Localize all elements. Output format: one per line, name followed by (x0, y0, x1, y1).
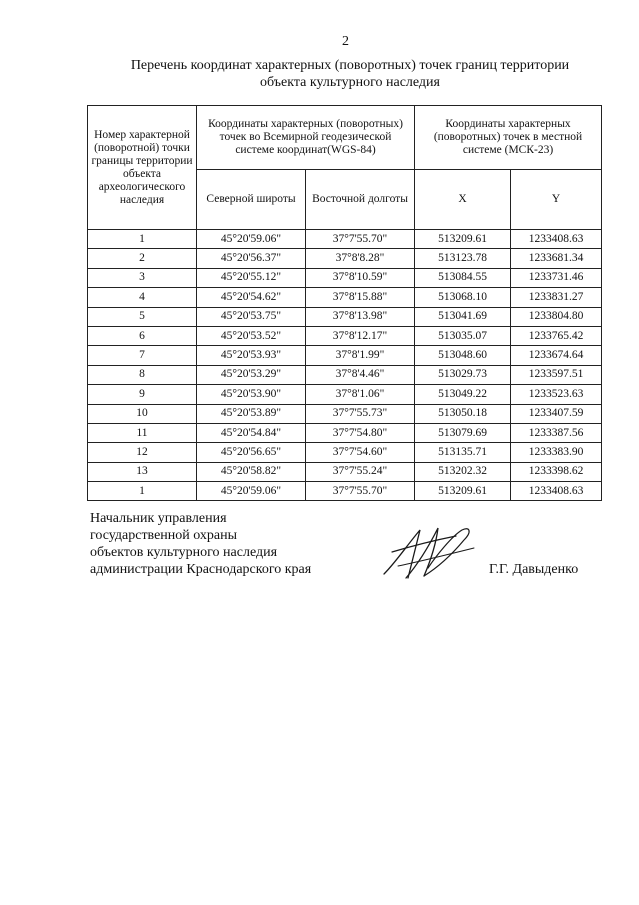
cell-longitude: 37°7'55.70" (306, 230, 415, 249)
signatory-position (90, 510, 311, 578)
cell-longitude: 37°8'12.17" (306, 326, 415, 345)
cell-point: 7 (88, 346, 197, 365)
cell-latitude: 45°20'53.52" (197, 326, 306, 345)
cell-y: 1233674.64 (511, 346, 602, 365)
cell-point: 2 (88, 249, 197, 268)
cell-longitude: 37°8'1.06" (306, 385, 415, 404)
cell-latitude: 45°20'53.90" (197, 385, 306, 404)
cell-y: 1233681.34 (511, 249, 602, 268)
cell-latitude: 45°20'53.93" (197, 346, 306, 365)
cell-latitude: 45°20'59.06" (197, 230, 306, 249)
cell-y: 1233387.56 (511, 423, 602, 442)
table-row (88, 249, 602, 268)
cell-longitude: 37°8'1.99" (306, 346, 415, 365)
cell-latitude: 45°20'59.06" (197, 482, 306, 501)
cell-latitude: 45°20'53.29" (197, 365, 306, 384)
cell-point: 5 (88, 307, 197, 326)
cell-y: 1233408.63 (511, 230, 602, 249)
cell-point: 10 (88, 404, 197, 423)
header-y: Y (511, 170, 602, 230)
header-latitude: Северной широты (197, 170, 306, 230)
cell-longitude: 37°7'54.80" (306, 423, 415, 442)
cell-y: 1233398.62 (511, 462, 602, 481)
table-row (88, 385, 602, 404)
cell-x: 513084.55 (415, 268, 511, 287)
cell-point: 3 (88, 268, 197, 287)
cell-point: 1 (88, 230, 197, 249)
table-row (88, 307, 602, 326)
cell-latitude: 45°20'54.84" (197, 423, 306, 442)
table-row (88, 365, 602, 384)
cell-longitude: 37°7'55.70" (306, 482, 415, 501)
cell-latitude: 45°20'53.89" (197, 404, 306, 423)
cell-longitude: 37°8'8.28" (306, 249, 415, 268)
cell-x: 513209.61 (415, 230, 511, 249)
header-longitude: Восточной долготы (306, 170, 415, 230)
cell-point: 6 (88, 326, 197, 345)
cell-latitude: 45°20'56.65" (197, 443, 306, 462)
page-number: 2 (342, 34, 349, 49)
signatory-name: Г.Г. Давыденко (489, 562, 579, 577)
cell-point: 8 (88, 365, 197, 384)
header-x: X (415, 170, 511, 230)
table-row (88, 404, 602, 423)
cell-latitude: 45°20'56.37" (197, 249, 306, 268)
cell-latitude: 45°20'58.82" (197, 462, 306, 481)
cell-x: 513079.69 (415, 423, 511, 442)
cell-longitude: 37°7'54.60" (306, 443, 415, 462)
cell-x: 513123.78 (415, 249, 511, 268)
table-row (88, 423, 602, 442)
cell-x: 513041.69 (415, 307, 511, 326)
table-row (88, 346, 602, 365)
table-body (88, 230, 602, 501)
cell-y: 1233731.46 (511, 268, 602, 287)
cell-longitude: 37°8'4.46" (306, 365, 415, 384)
table-row (88, 288, 602, 307)
cell-longitude: 37°7'55.73" (306, 404, 415, 423)
header-point-number: Номер характерной (поворотной) точки границы территории объекта археологического наследия (88, 106, 197, 230)
cell-x: 513035.07 (415, 326, 511, 345)
position-line: администрации Краснодарского края (90, 562, 312, 577)
table-row (88, 462, 602, 481)
handwritten-signature (378, 522, 478, 584)
header-wgs84-group: Координаты характерных (поворотных) точек во Всемирной геодезической системе координат(WGS-84) (197, 106, 415, 170)
cell-y: 1233831.27 (511, 288, 602, 307)
cell-y: 1233804.80 (511, 307, 602, 326)
position-line: Начальник управления (90, 511, 227, 526)
cell-point: 4 (88, 288, 197, 307)
document-title-line: объекта культурного наследия (260, 75, 440, 90)
cell-point: 13 (88, 462, 197, 481)
table-row (88, 326, 602, 345)
cell-latitude: 45°20'54.62" (197, 288, 306, 307)
cell-x: 513209.61 (415, 482, 511, 501)
document-title (60, 57, 639, 91)
table-row (88, 443, 602, 462)
cell-point: 11 (88, 423, 197, 442)
table-row (88, 268, 602, 287)
cell-y: 1233765.42 (511, 326, 602, 345)
table-row (88, 230, 602, 249)
cell-longitude: 37°8'15.88" (306, 288, 415, 307)
cell-y: 1233597.51 (511, 365, 602, 384)
cell-latitude: 45°20'55.12" (197, 268, 306, 287)
cell-x: 513050.18 (415, 404, 511, 423)
cell-x: 513202.32 (415, 462, 511, 481)
cell-longitude: 37°8'10.59" (306, 268, 415, 287)
cell-y: 1233407.59 (511, 404, 602, 423)
cell-point: 9 (88, 385, 197, 404)
cell-y: 1233408.63 (511, 482, 602, 501)
position-line: объектов культурного наследия (90, 545, 278, 560)
cell-x: 513049.22 (415, 385, 511, 404)
cell-longitude: 37°8'13.98" (306, 307, 415, 326)
cell-longitude: 37°7'55.24" (306, 462, 415, 481)
position-line: государственной охраны (90, 528, 238, 543)
cell-x: 513068.10 (415, 288, 511, 307)
cell-y: 1233383.90 (511, 443, 602, 462)
cell-latitude: 45°20'53.75" (197, 307, 306, 326)
document-title-line: Перечень координат характерных (поворотных) точек границ территории (130, 58, 570, 73)
cell-x: 513135.71 (415, 443, 511, 462)
cell-point: 1 (88, 482, 197, 501)
cell-y: 1233523.63 (511, 385, 602, 404)
cell-point: 12 (88, 443, 197, 462)
coordinates-table (87, 105, 602, 501)
header-msk23-group: Координаты характерных (поворотных) точек в местной системе (МСК-23) (415, 106, 602, 170)
table-row (88, 482, 602, 501)
cell-x: 513048.60 (415, 346, 511, 365)
cell-x: 513029.73 (415, 365, 511, 384)
